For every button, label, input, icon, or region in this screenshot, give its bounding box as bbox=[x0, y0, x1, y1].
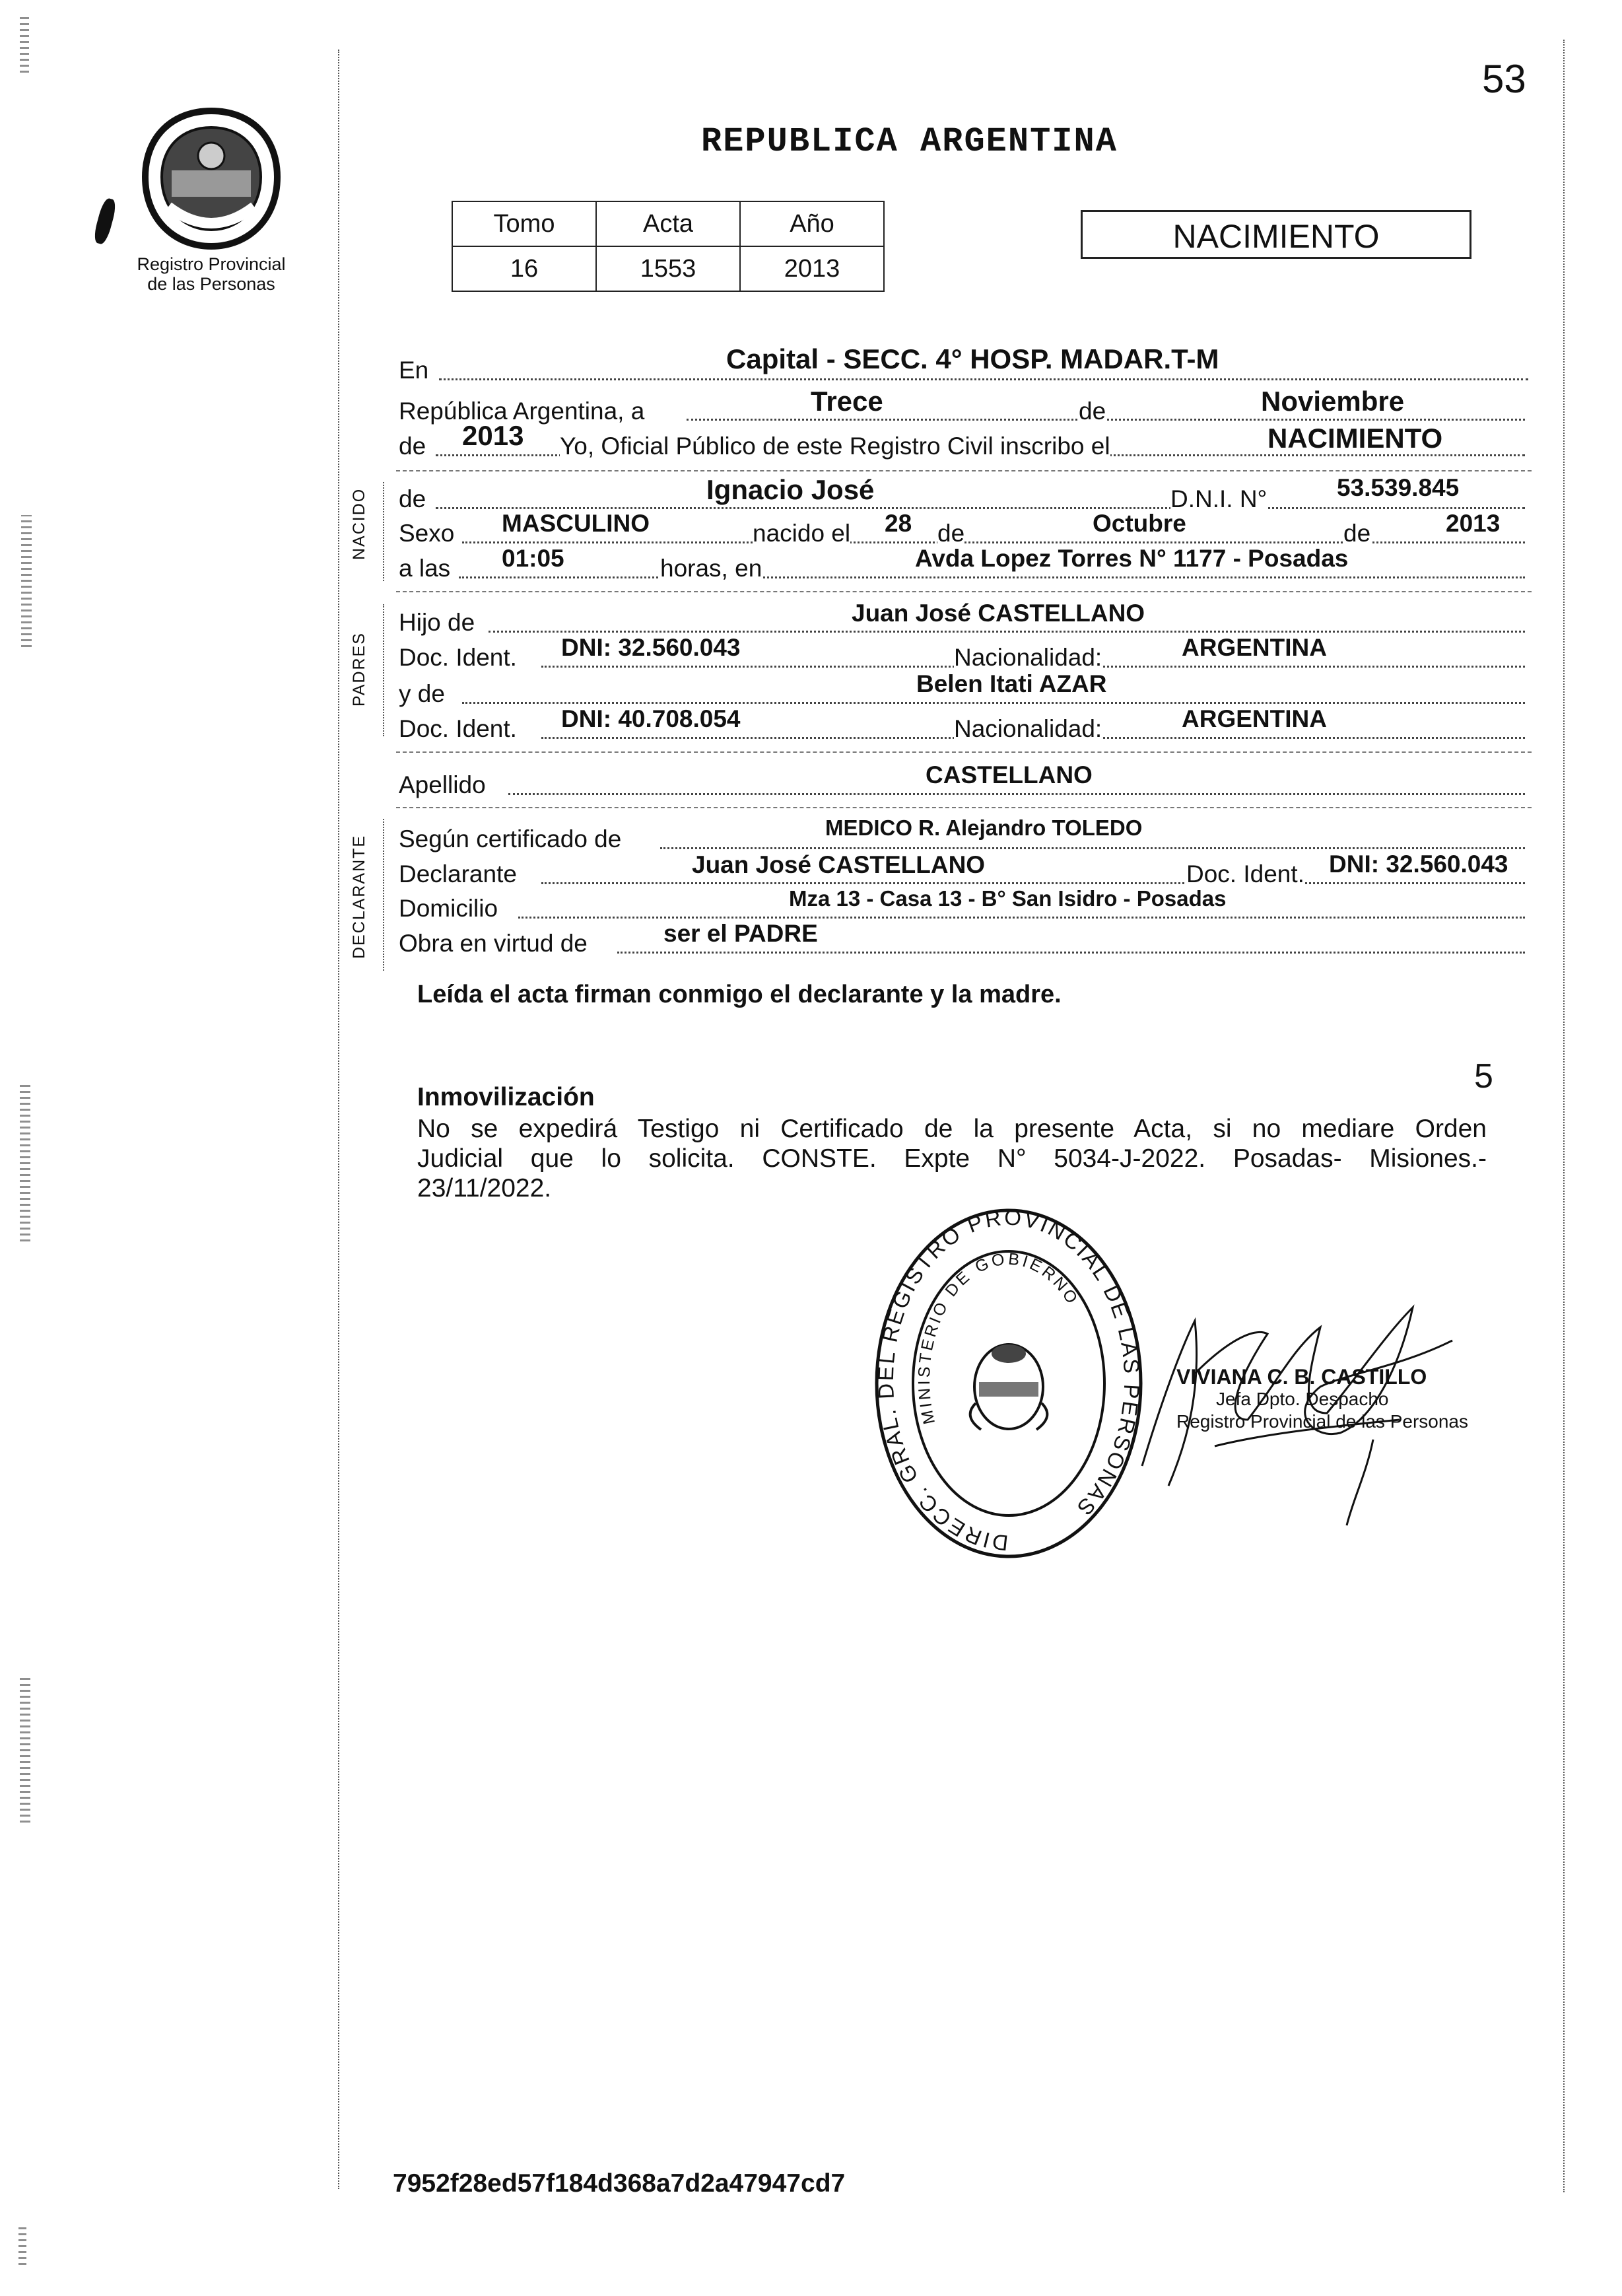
signatory-org: Registro Provincial de las Personas bbox=[1176, 1411, 1468, 1432]
section-divider bbox=[396, 807, 1532, 808]
logo-caption-line: Registro Provincial bbox=[137, 254, 286, 274]
doc-ident-label: Doc. Ident. bbox=[1186, 860, 1304, 887]
leida-statement: Leída el acta firman conmigo el declarante y la madre. bbox=[417, 981, 1062, 1008]
scan-artifact bbox=[20, 1083, 30, 1241]
signatory-role: Jefa Dpto. Despacho bbox=[1216, 1389, 1389, 1409]
declarante-label: Declarante bbox=[399, 860, 517, 887]
de-label: de bbox=[937, 520, 965, 547]
section-divider bbox=[396, 591, 1532, 592]
dotted-leader bbox=[459, 576, 1525, 578]
section-label-padres: PADRES bbox=[350, 632, 368, 707]
child-dni-value: 53.539.845 bbox=[1337, 474, 1460, 501]
mother-doc-value: DNI: 40.708.054 bbox=[561, 705, 741, 732]
seal-coat-of-arms bbox=[970, 1344, 1048, 1430]
logo-caption bbox=[119, 254, 304, 294]
dotted-leader bbox=[518, 917, 1525, 919]
father-name-value: Juan José CASTELLANO bbox=[852, 600, 1145, 627]
birth-place-value: Avda Lopez Torres N° 1177 - Posadas bbox=[915, 545, 1349, 572]
nacionalidad-label: Nacionalidad: bbox=[954, 644, 1102, 671]
dotted-leader bbox=[660, 847, 1525, 849]
dni-label: D.N.I. N° bbox=[1170, 485, 1267, 512]
nacionalidad-label: Nacionalidad: bbox=[954, 715, 1102, 742]
inmovilizacion-line: Judicial que lo solicita. CONSTE. Expte N° 5034-J-2022. Posadas- Misiones.- bbox=[417, 1144, 1487, 1173]
time-value: 01:05 bbox=[502, 545, 564, 572]
declarante-doc-value: DNI: 32.560.043 bbox=[1329, 851, 1508, 878]
section-divider bbox=[396, 470, 1532, 471]
seal-outer-text: DIRECC. GRAL. DEL REGISTRO PROVINCIAL DE LAS PERSONAS bbox=[873, 1205, 1145, 1556]
logo-caption-line: de las Personas bbox=[147, 274, 275, 294]
declarante-name-value: Juan José CASTELLANO bbox=[692, 851, 986, 878]
signature-stamp bbox=[1176, 1366, 1468, 1433]
dotted-leader bbox=[541, 882, 1525, 884]
inmovilizacion-line: No se expedirá Testigo ni Certificado de la presente Acta, si no mediare Orden bbox=[417, 1115, 1487, 1143]
record-table-cell: 16 bbox=[452, 246, 596, 291]
horas-en-label: horas, en bbox=[660, 555, 762, 582]
document-title: REPUBLICA ARGENTINA bbox=[701, 122, 1118, 161]
mother-name-value: Belen Itati AZAR bbox=[916, 670, 1107, 697]
record-table bbox=[452, 201, 885, 292]
section-bracket bbox=[383, 604, 384, 736]
record-table-header: Acta bbox=[596, 201, 740, 246]
dotted-leader bbox=[489, 631, 1525, 633]
seal-inner-text: MINISTERIO DE GOBIERNO bbox=[914, 1249, 1083, 1426]
section-bracket bbox=[383, 482, 384, 581]
inmovilizacion-text bbox=[417, 1114, 1487, 1203]
sexo-label: Sexo bbox=[399, 520, 455, 547]
inmovilizacion-line: 23/11/2022. bbox=[417, 1174, 552, 1202]
provincial-registry-logo bbox=[129, 98, 294, 263]
dotted-leader bbox=[462, 702, 1525, 704]
certificado-value: MEDICO R. Alejandro TOLEDO bbox=[825, 816, 1143, 840]
record-table-cell: 2013 bbox=[740, 246, 884, 291]
obra-label: Obra en virtud de bbox=[399, 930, 588, 957]
document-hash: 7952f28ed57f184d368a7d2a47947cd7 bbox=[393, 2169, 846, 2198]
dotted-leader bbox=[439, 378, 1528, 380]
yo-text: Yo, Oficial Público de este Registro Civil inscribo el bbox=[560, 433, 1110, 460]
mother-nationality-value: ARGENTINA bbox=[1182, 705, 1327, 732]
obra-value: ser el PADRE bbox=[663, 920, 818, 947]
scan-artifact bbox=[20, 13, 29, 73]
de-label: de bbox=[1079, 398, 1106, 425]
section-bracket bbox=[383, 819, 384, 971]
y-de-label: y de bbox=[399, 680, 445, 707]
note-number: 5 bbox=[1474, 1057, 1493, 1096]
month-value: Noviembre bbox=[1261, 386, 1405, 417]
event-value: NACIMIENTO bbox=[1267, 423, 1443, 454]
republica-label: República Argentina, a bbox=[399, 398, 645, 425]
page-number: 53 bbox=[1482, 57, 1526, 101]
en-label: En bbox=[399, 357, 429, 384]
hijo-de-label: Hijo de bbox=[399, 609, 475, 636]
apellido-label: Apellido bbox=[399, 771, 486, 798]
section-label-declarante: DECLARANTE bbox=[350, 834, 368, 959]
dotted-leader bbox=[508, 793, 1525, 795]
record-table-value-row bbox=[452, 246, 884, 291]
father-doc-value: DNI: 32.560.043 bbox=[561, 634, 741, 661]
place-value: Capital - SECC. 4° HOSP. MADAR.T-M bbox=[726, 343, 1219, 374]
signatory-name: VIVIANA C. B. CASTILLO bbox=[1176, 1365, 1427, 1389]
doc-ident-label: Doc. Ident. bbox=[399, 644, 517, 671]
doc-ident-label: Doc. Ident. bbox=[399, 715, 517, 742]
record-table-header-row bbox=[452, 201, 884, 246]
apellido-value: CASTELLANO bbox=[926, 761, 1093, 788]
inmovilizacion-title: Inmovilización bbox=[417, 1083, 595, 1111]
registry-oval-seal bbox=[870, 1205, 1147, 1562]
birth-day-value: 28 bbox=[885, 510, 912, 537]
record-table-header: Año bbox=[740, 201, 884, 246]
nacido-el-label: nacido el bbox=[753, 520, 851, 547]
dotted-leader bbox=[617, 952, 1525, 954]
year-value: 2013 bbox=[462, 420, 524, 451]
father-nationality-value: ARGENTINA bbox=[1182, 634, 1327, 661]
record-table-header: Tomo bbox=[452, 201, 596, 246]
dotted-leader bbox=[436, 507, 1525, 509]
domicilio-label: Domicilio bbox=[399, 895, 498, 922]
de-label: de bbox=[1343, 520, 1371, 547]
domicilio-value: Mza 13 - Casa 13 - B° San Isidro - Posadas bbox=[789, 886, 1227, 911]
scan-artifact bbox=[21, 515, 32, 647]
birth-month-value: Octubre bbox=[1093, 510, 1186, 537]
section-divider bbox=[396, 751, 1532, 753]
segun-label: Según certificado de bbox=[399, 825, 622, 852]
birth-year-value: 2013 bbox=[1446, 510, 1501, 537]
sexo-value: MASCULINO bbox=[502, 510, 650, 537]
day-value: Trece bbox=[811, 386, 883, 417]
de-label: de bbox=[399, 485, 426, 512]
scan-artifact bbox=[20, 1677, 30, 1823]
de-label: de bbox=[399, 433, 426, 460]
record-table-cell: 1553 bbox=[596, 246, 740, 291]
record-type-box: NACIMIENTO bbox=[1081, 210, 1471, 259]
child-name-value: Ignacio José bbox=[706, 474, 875, 505]
scan-artifact bbox=[18, 2225, 26, 2265]
ink-mark bbox=[92, 197, 118, 245]
a-las-label: a las bbox=[399, 555, 451, 582]
section-label-nacido: NACIDO bbox=[350, 487, 368, 560]
right-margin-line bbox=[1563, 40, 1565, 2192]
left-margin-line bbox=[338, 50, 339, 2189]
